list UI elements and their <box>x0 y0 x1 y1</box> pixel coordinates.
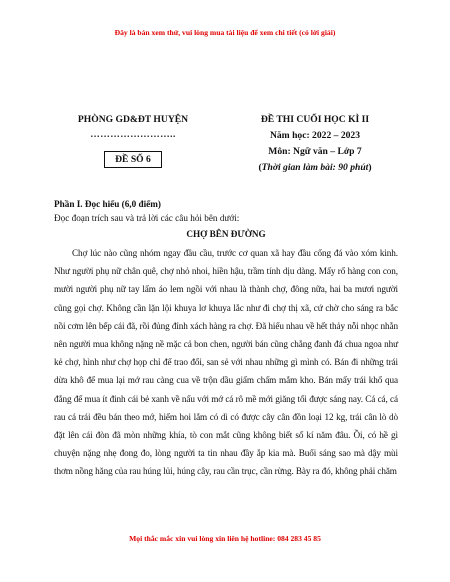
part1-instruction: Đọc đoạn trích sau và trả lời các câu hỏi bên dưới: <box>54 213 240 223</box>
hotline-notice: Mọi thắc mắc xin vui lòng xin liên hệ hotline: 084 283 45 85 <box>129 534 321 543</box>
exam-code-box: ĐỀ SỐ 6 <box>104 151 162 168</box>
school-year: Năm học: 2022 – 2023 <box>269 130 361 141</box>
subject: Môn: Ngữ văn – Lớp 7 <box>268 146 362 157</box>
passage-text: Chợ lúc nào cũng nhóm ngay đầu cầu, trước cơ quan xã hay đầu cổng đá vào xóm kinh. Như người phụ nữ chân quê, chợ nhỏ nhoi, hiền hậu, trầm tính dịu dàng. Mấy rổ hàng con con, mười người phụ nữ tay lấm áo lem ngồi với nhau là thành chợ, đông nữa, hai ba mươi người cũng gọi chợ. Không cần lặn lội khuya lơ khuya lắc như đi chợ thị xã, cứ chờ cho sáng ra bắc nồi cơm lên bếp cái đã, rồi đủng đỉnh xách hàng ra chợ. Đã hiểu nhau về hết thảy nỗi nhọc nhằn nên người mua không nặng nề mặc cả bon chen, người bán cũng chẳng đanh đá chua ngoa như kẻ chợ, hình như chợ họp chỉ để trao đổi, san sẻ với nhau những gì mình có. Bán đi những trái dừa khô để mua lại mớ rau càng cua về trộn dầu giấm chấm mắm kho. Bán mấy trái khổ qua đắng để mua ít đinh cái bẻ xanh về nấu với mớ cá rô mề mới giăng tối được sáng nay. Cá cá, cá rau cá trái đều bán theo mớ, hiếm hoi lắm có dì có được cây cân đồn loại 12 kg, trái cân lò dò đặt lên cái đòn đã mòn những khía, tò con mắt cũng không biết số kí năm đâu. Ồi, có hề gì chuyện nặng nhẹ đong đo, lòng người ta tin nhau đầy ắp kia mà. Buổi sáng sao mà dậy mùi thơm nồng hăng của rau húng lủi, húng cây, rau cần trục, cần rừng. Bày ra đó, không phải chăm <box>54 248 398 477</box>
preview-notice: Đây là bản xem thử, vui lòng mua tài liệu để xem chi tiết (có lời giải) <box>114 28 336 37</box>
department-dots: …………………….. <box>90 129 176 140</box>
exam-title: ĐỀ THI CUỐI HỌC KÌ II <box>260 114 370 125</box>
exam-time-open: ( <box>258 162 262 173</box>
exam-time-label: Thời gian làm bài: 90 phút <box>261 162 369 173</box>
header-department-block <box>58 112 208 168</box>
exam-content <box>54 197 398 481</box>
department-name: PHÒNG GD&ĐT HUYỆN <box>77 114 189 125</box>
exam-time-close: ) <box>368 162 372 173</box>
header-exam-block <box>235 112 395 176</box>
exam-time <box>235 160 395 176</box>
passage-title: CHỢ BÊN ĐƯỜNG <box>186 229 266 239</box>
part1-heading: Phần I. Đọc hiểu (6,0 điểm) <box>54 199 161 209</box>
